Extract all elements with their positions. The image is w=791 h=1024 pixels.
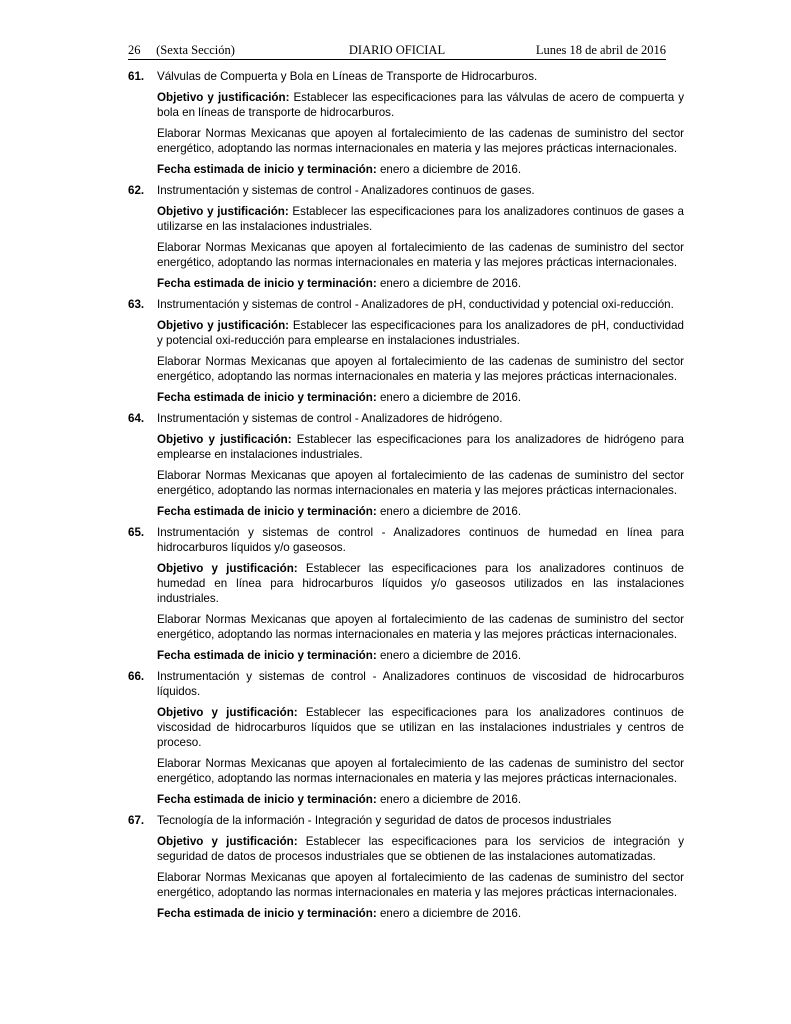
date-label: Fecha estimada de inicio y terminación: (157, 277, 377, 290)
date-text: enero a diciembre de 2016. (376, 793, 522, 806)
date-paragraph (157, 906, 684, 921)
objective-text: Establecer las especificaciones para las válvulas de acero de compuerta y bola en líneas de transporte de hidrocarburos. (157, 91, 685, 119)
item-heading (128, 69, 684, 84)
objective-paragraph (157, 90, 684, 120)
item-title: Instrumentación y sistemas de control - Analizadores de pH, conductividad y potencial oxi-reducción. (157, 298, 674, 311)
body-paragraph: Elaborar Normas Mexicanas que apoyen al fortalecimiento de las cadenas de suministro del sector energético, adoptando las normas internacionales en materia y las mejores prácticas internacionales. (157, 469, 684, 497)
objective-label: Objetivo y justificación: (157, 835, 298, 848)
date-text: enero a diciembre de 2016. (376, 163, 522, 176)
item-heading (128, 669, 684, 699)
date-text: enero a diciembre de 2016. (376, 649, 522, 662)
item-heading (128, 297, 684, 312)
item-number: 65. (128, 526, 145, 539)
item-title: Instrumentación y sistemas de control - Analizadores continuos de viscosidad de hidrocarburos líquidos. (157, 670, 684, 698)
item-number: 64. (128, 412, 145, 425)
date-text: enero a diciembre de 2016. (376, 907, 522, 920)
date-label: Fecha estimada de inicio y terminación: (157, 163, 377, 176)
publication-date: Lunes 18 de abril de 2016 (535, 43, 666, 57)
item-heading (128, 183, 684, 198)
list-item (128, 525, 684, 663)
date-label: Fecha estimada de inicio y terminación: (157, 505, 377, 518)
objective-paragraph (157, 432, 684, 462)
document-body (128, 69, 684, 922)
objective-label: Objetivo y justificación: (157, 433, 292, 446)
body-paragraph: Elaborar Normas Mexicanas que apoyen al fortalecimiento de las cadenas de suministro del sector energético, adoptando las normas internacionales en materia y las mejores prácticas internacionales. (157, 127, 684, 155)
item-number: 63. (128, 298, 145, 311)
date-label: Fecha estimada de inicio y terminación: (157, 649, 377, 662)
objective-paragraph (157, 204, 684, 234)
page-header (128, 41, 666, 59)
date-text: enero a diciembre de 2016. (376, 505, 522, 518)
page-number: 26 (128, 43, 141, 57)
list-item (128, 297, 684, 405)
body-paragraph: Elaborar Normas Mexicanas que apoyen al fortalecimiento de las cadenas de suministro del sector energético, adoptando las normas internacionales en materia y las mejores prácticas internacionales. (157, 355, 684, 383)
date-label: Fecha estimada de inicio y terminación: (157, 907, 377, 920)
list-item (128, 183, 684, 291)
objective-text: Establecer las especificaciones para los analizadores de hidrógeno para emplearse en instalaciones industriales. (157, 433, 685, 461)
objective-label: Objetivo y justificación: (157, 205, 289, 218)
objective-text: Establecer las especificaciones para los analizadores continuos de humedad en línea para hidrocarburos líquidos y/o gaseosos utilizados en las instalaciones industriales. (157, 562, 684, 605)
item-heading (128, 813, 684, 828)
date-text: enero a diciembre de 2016. (376, 391, 522, 404)
list-item (128, 69, 684, 177)
objective-text: Establecer las especificaciones para los analizadores de pH, conductividad y potencial oxi-reducción para emplearse en instalaciones industriales. (157, 319, 684, 347)
body-paragraph: Elaborar Normas Mexicanas que apoyen al fortalecimiento de las cadenas de suministro del sector energético, adoptando las normas internacionales en materia y las mejores prácticas internacionales. (157, 871, 684, 899)
item-number: 67. (128, 814, 145, 827)
objective-text: Establecer las especificaciones para los analizadores continuos de viscosidad de hidrocarburos líquidos que se utilizan en las instalaciones industriales y centros de proceso. (157, 706, 684, 749)
item-title: Válvulas de Compuerta y Bola en Líneas de Transporte de Hidrocarburos. (157, 70, 538, 83)
objective-paragraph (157, 318, 684, 348)
objective-paragraph (157, 705, 684, 750)
item-heading (128, 411, 684, 426)
header-divider (128, 59, 666, 60)
objective-text: Establecer las especificaciones para los servicios de integración y seguridad de datos de procesos industriales que se obtienen de las instalaciones automatizadas. (157, 835, 685, 863)
date-paragraph (157, 390, 684, 405)
date-text: enero a diciembre de 2016. (376, 277, 522, 290)
list-item (128, 411, 684, 519)
date-paragraph (157, 162, 684, 177)
item-number: 62. (128, 184, 145, 197)
objective-label: Objetivo y justificación: (157, 91, 290, 104)
objective-paragraph (157, 834, 684, 864)
objective-label: Objetivo y justificación: (157, 319, 290, 332)
objective-label: Objetivo y justificación: (157, 562, 298, 575)
objective-paragraph (157, 561, 684, 606)
body-paragraph: Elaborar Normas Mexicanas que apoyen al fortalecimiento de las cadenas de suministro del sector energético, adoptando las normas internacionales en materia y las mejores prácticas internacionales. (157, 613, 684, 641)
date-label: Fecha estimada de inicio y terminación: (157, 391, 377, 404)
item-title: Instrumentación y sistemas de control - Analizadores continuos de humedad en línea para hidrocarburos líquidos y/o gaseosos. (157, 526, 684, 554)
date-paragraph (157, 792, 684, 807)
date-paragraph (157, 648, 684, 663)
body-paragraph: Elaborar Normas Mexicanas que apoyen al fortalecimiento de las cadenas de suministro del sector energético, adoptando las normas internacionales en materia y las mejores prácticas internacionales. (157, 241, 684, 269)
body-paragraph: Elaborar Normas Mexicanas que apoyen al fortalecimiento de las cadenas de suministro del sector energético, adoptando las normas internacionales en materia y las mejores prácticas internacionales. (157, 757, 684, 785)
publication-title: DIARIO OFICIAL (348, 43, 446, 57)
item-title: Instrumentación y sistemas de control - Analizadores continuos de gases. (157, 184, 535, 197)
item-number: 66. (128, 670, 145, 683)
item-title: Tecnología de la información - Integración y seguridad de datos de procesos industriales (157, 814, 612, 827)
section-label: (Sexta Sección) (156, 43, 235, 57)
objective-label: Objetivo y justificación: (157, 706, 298, 719)
item-number: 61. (128, 70, 145, 83)
list-item (128, 669, 684, 807)
item-heading (128, 525, 684, 555)
date-label: Fecha estimada de inicio y terminación: (157, 793, 377, 806)
list-item (128, 813, 684, 921)
objective-text: Establecer las especificaciones para los analizadores continuos de gases a utilizarse en las instalaciones industriales. (157, 205, 684, 233)
date-paragraph (157, 504, 684, 519)
date-paragraph (157, 276, 684, 291)
item-title: Instrumentación y sistemas de control - Analizadores de hidrógeno. (157, 412, 503, 425)
